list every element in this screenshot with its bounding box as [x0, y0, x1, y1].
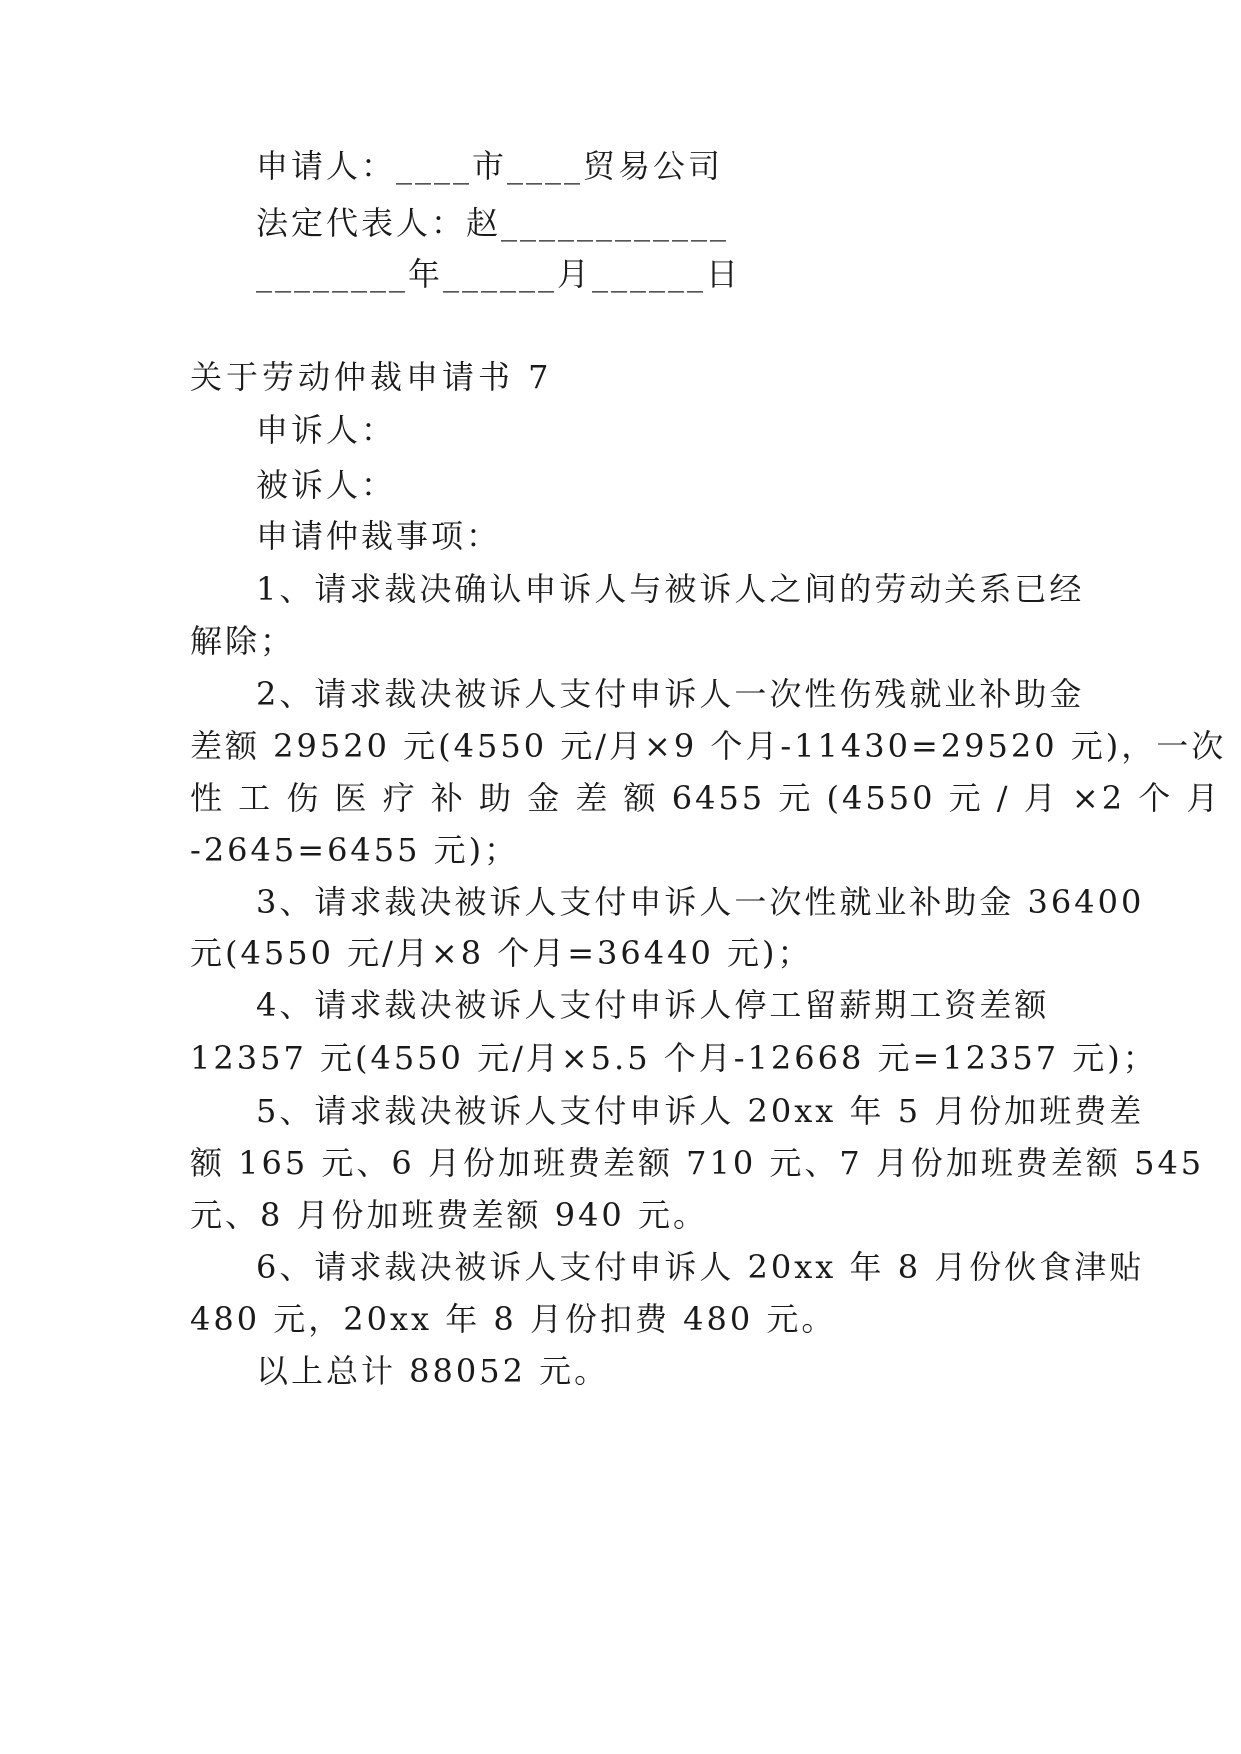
claim-item-text: 6、请求裁决被诉人支付申诉人 20xx 年 8 月份伙食津贴	[256, 1248, 1145, 1286]
claim-item-text: 性 工 伤 医 疗 补 助 金 差 额 6455 元 (4550 元 / 月 ×2 个 月	[190, 779, 1222, 817]
claim-item-text: 3、请求裁决被诉人支付申诉人一次性就业补助金 36400	[256, 883, 1145, 921]
section-title: 关于劳动仲裁申请书 7	[190, 358, 553, 396]
claim-item-text: 4、请求裁决被诉人支付申诉人停工留薪期工资差额	[256, 986, 1050, 1024]
complainant-line: 申诉人：	[256, 411, 397, 449]
claim-item-text: 差额 29520 元(4550 元/月×9 个月-11430=29520 元)，一次	[190, 727, 1227, 765]
claim-item-text: 2、请求裁决被诉人支付申诉人一次性伤残就业补助金	[256, 675, 1085, 713]
respondent-line: 被诉人：	[256, 466, 397, 504]
representative-line: 法定代表人：赵____________	[256, 204, 730, 242]
claim-item-text: 额 165 元、6 月份加班费差额 710 元、7 月份加班费差额 545	[190, 1144, 1205, 1182]
claim-item-text: 元、8 月份加班费差额 940 元。	[190, 1196, 708, 1234]
date-line: ________年______月______日	[256, 255, 742, 293]
claim-item-text: -2645=6455 元)；	[190, 831, 520, 869]
claim-item-text: 5、请求裁决被诉人支付申诉人 20xx 年 5 月份加班费差	[256, 1092, 1145, 1130]
total-line: 以上总计 88052 元。	[256, 1352, 610, 1390]
claim-item-text: 1、请求裁决确认申诉人与被诉人之间的劳动关系已经	[256, 570, 1085, 608]
applicant-line: 申请人：____市____贸易公司	[256, 147, 724, 185]
claim-item-text: 480 元，20xx 年 8 月份扣费 480 元。	[190, 1300, 837, 1338]
claim-item-text: 元(4550 元/月×8 个月=36440 元)；	[190, 934, 813, 972]
claim-item-text: 解除；	[190, 622, 296, 660]
claim-item-text: 12357 元(4550 元/月×5.5 个月-12668 元=12357 元)；	[190, 1039, 1158, 1077]
items-heading: 申请仲裁事项：	[256, 517, 502, 555]
